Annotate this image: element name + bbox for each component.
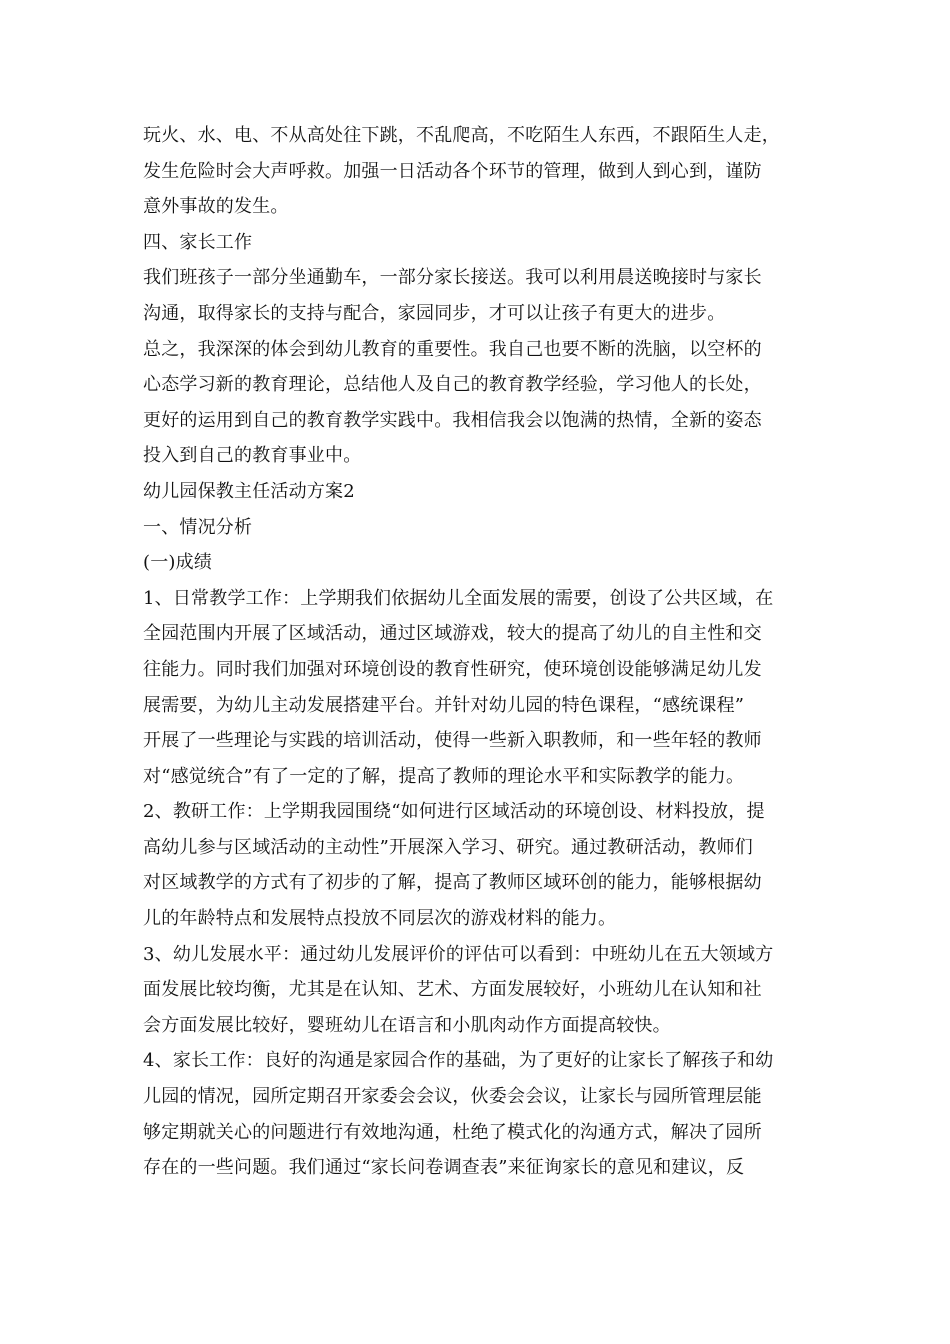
- text-line: 3、幼儿发展水平：通过幼儿发展评价的评估可以看到：中班幼儿在五大领域方: [143, 943, 774, 965]
- text-line: 1、日常教学工作：上学期我们依据幼儿全面发展的需要，创设了公共区域，在: [143, 587, 774, 609]
- text-line: 儿园的情况，园所定期召开家委会会议，伙委会会议，让家长与园所管理层能: [143, 1086, 762, 1108]
- text-line: 总之，我深深的体会到幼儿教育的重要性。我自己也要不断的洗脑，以空杯的: [143, 338, 762, 360]
- text-line: 2、教研工作：上学期我园围绕“如何进行区域活动的环境创设、材料投放，提: [143, 801, 765, 823]
- text-line: 意外事故的发生。: [143, 196, 289, 218]
- text-line: 我们班孩子一部分坐通勤车，一部分家长接送。我可以利用晨送晚接时与家长: [143, 267, 762, 289]
- document-title: 幼儿园保教主任活动方案2: [143, 480, 355, 502]
- subsection-heading: (一)成绩: [143, 552, 213, 574]
- text-line: 更好的运用到自己的教育教学实践中。我相信我会以饱满的热情，全新的姿态: [143, 409, 762, 431]
- text-line: 面发展比较均衡，尤其是在认知、艺术、方面发展较好，小班幼儿在认知和社: [143, 979, 762, 1001]
- text-line: 全园范围内开展了区域活动，通过区域游戏，较大的提高了幼儿的自主性和交: [143, 623, 762, 645]
- section-heading: 四、家长工作: [143, 231, 253, 253]
- text-line: 往能力。同时我们加强对环境创设的教育性研究，使环境创设能够满足幼儿发: [143, 658, 762, 680]
- document-body: [143, 118, 813, 1186]
- text-line: 展需要，为幼儿主动发展搭建平台。并针对幼儿园的特色课程，“感统课程”: [143, 694, 745, 716]
- section-heading: 一、情况分析: [143, 516, 253, 538]
- text-line: 4、家长工作：良好的沟通是家园合作的基础，为了更好的让家长了解孩子和幼: [143, 1050, 774, 1072]
- text-line: 沟通，取得家长的支持与配合，家园同步，才可以让孩子有更大的进步。: [143, 302, 726, 324]
- text-line: 对区域教学的方式有了初步的了解，提高了教师区域环创的能力，能够根据幼: [143, 872, 762, 894]
- text-line: 投入到自己的教育事业中。: [143, 445, 362, 467]
- text-line: 心态学习新的教育理论，总结他人及自己的教育教学经验，学习他人的长处，: [143, 374, 762, 396]
- text-line: 儿的年龄特点和发展特点投放不同层次的游戏材料的能力。: [143, 908, 617, 930]
- text-line: 发生危险时会大声呼救。加强一日活动各个环节的管理，做到人到心到，谨防: [143, 160, 762, 182]
- text-line: 存在的一些问题。我们通过“家长问卷调查表”来征询家长的意见和建议，反: [143, 1157, 745, 1179]
- text-line: 玩火、水、电、不从高处往下跳，不乱爬高，不吃陌生人东西，不跟陌生人走，: [143, 125, 780, 146]
- text-line: 高幼儿参与区域活动的主动性”开展深入学习、研究。通过教研活动，教师们: [143, 836, 753, 858]
- text-line: 对“感觉统合”有了一定的了解，提高了教师的理论水平和实际教学的能力。: [143, 765, 745, 787]
- text-line: 开展了一些理论与实践的培训活动，使得一些新入职教师，和一些年轻的教师: [143, 730, 762, 752]
- text-line: 会方面发展比较好，婴班幼儿在语言和小肌肉动作方面提高较快。: [143, 1014, 671, 1036]
- text-line: 够定期就关心的问题进行有效地沟通，杜绝了模式化的沟通方式，解决了园所: [143, 1121, 762, 1143]
